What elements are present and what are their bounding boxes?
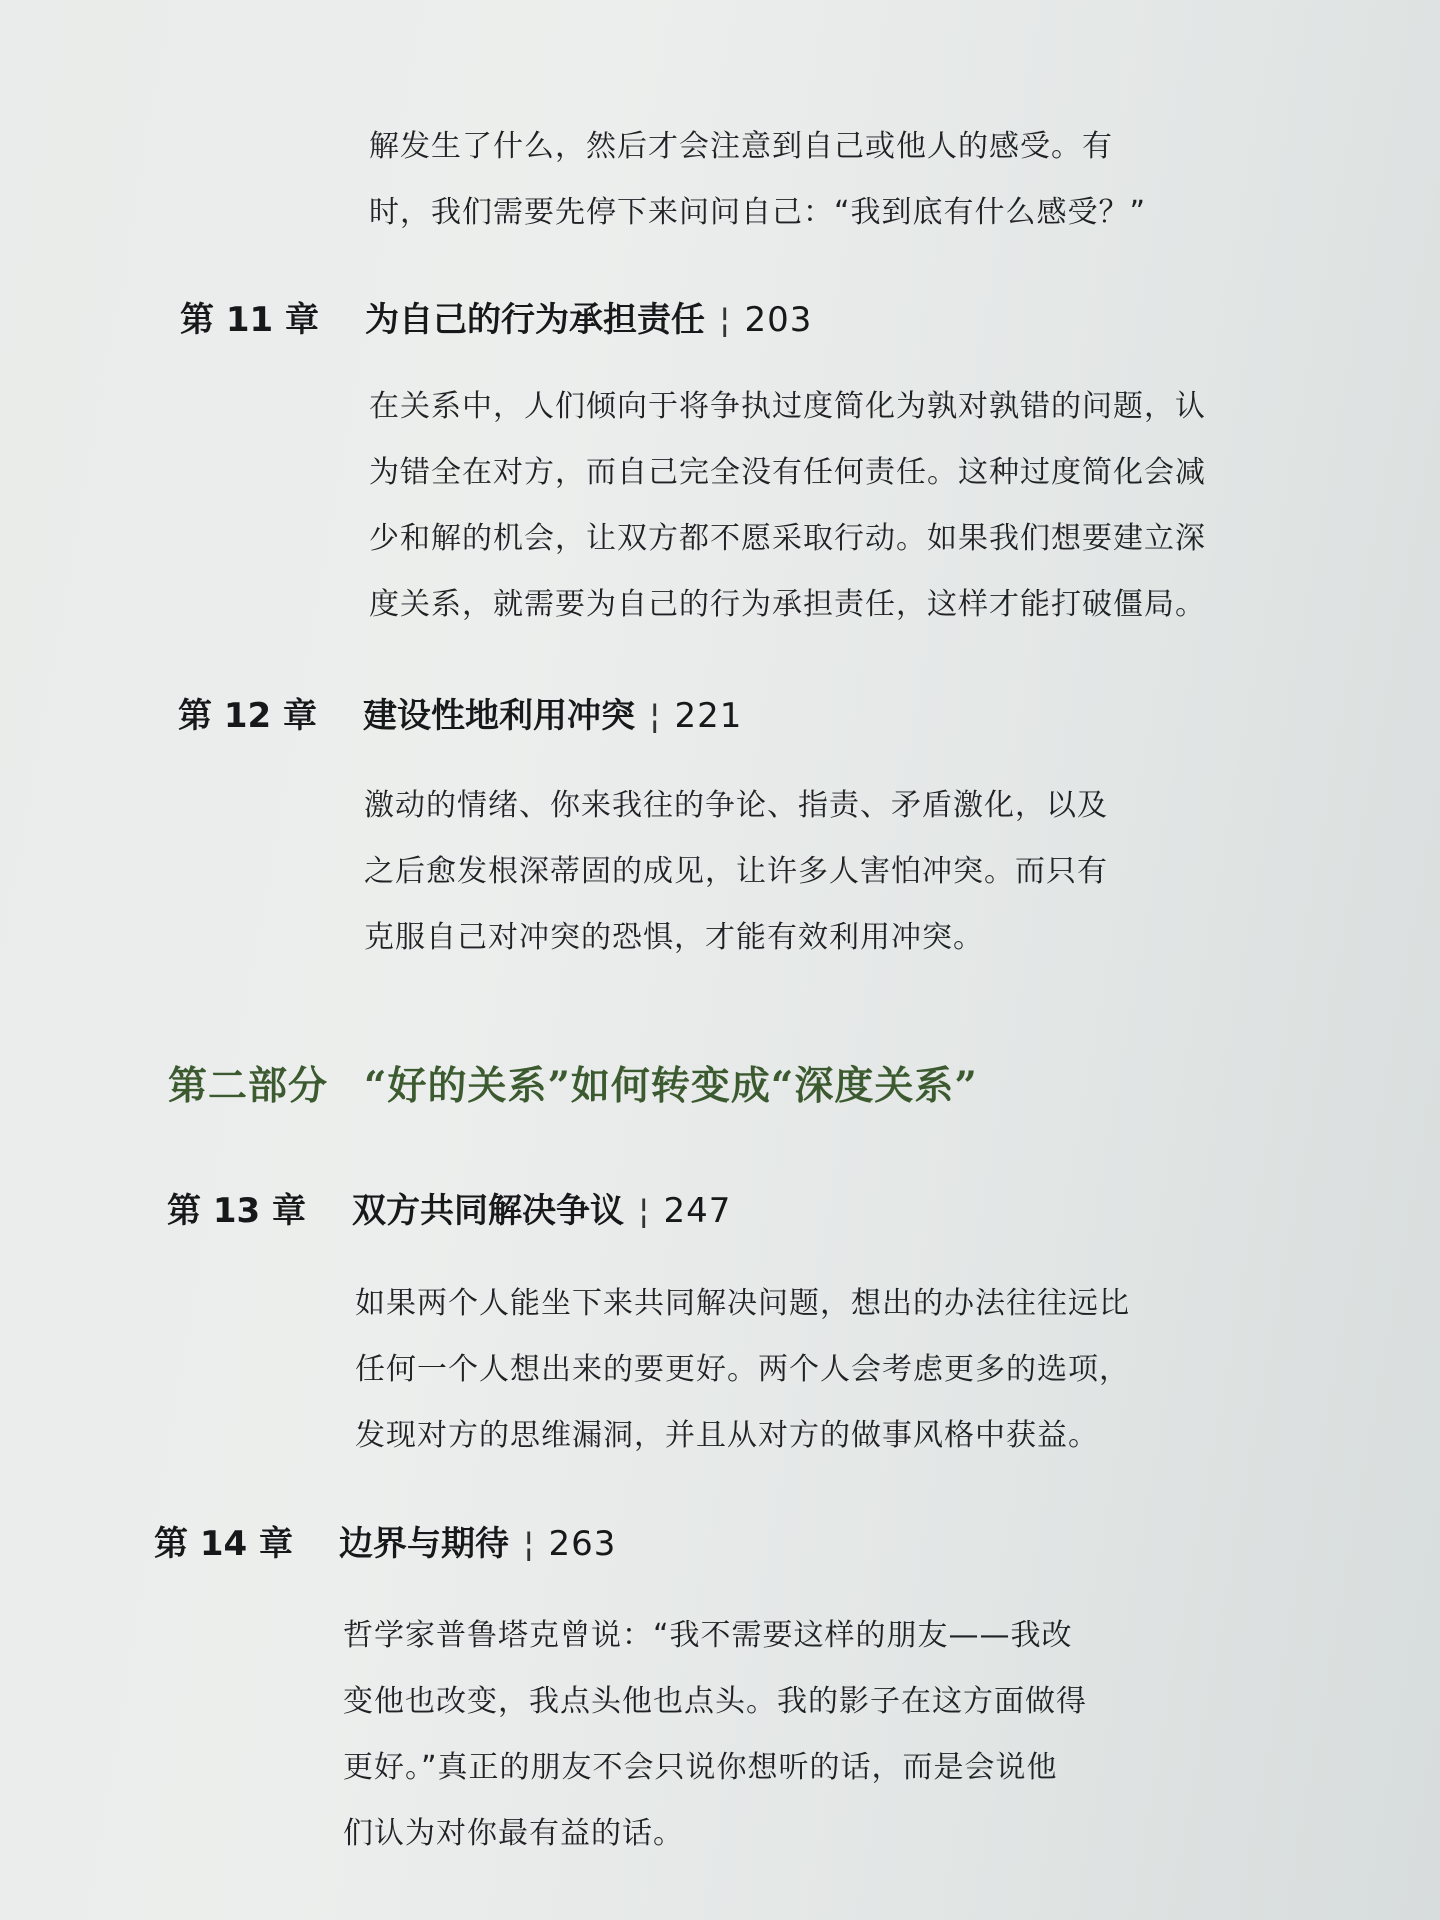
chapter-13-heading (167, 1187, 731, 1235)
chapter-number: 第 13 章 (167, 1191, 306, 1231)
chapter-12-summary (364, 773, 1108, 971)
summary-line: 任何一个人想出来的要更好。两个人会考虑更多的选项， (355, 1352, 1130, 1387)
chapter-number: 第 14 章 (154, 1524, 293, 1564)
chapter-14-heading (154, 1520, 616, 1568)
part-two-heading (168, 1058, 978, 1114)
summary-line: 克服自己对冲突的恐惧，才能有效利用冲突。 (364, 920, 984, 955)
intro-line: 解发生了什么，然后才会注意到自己或他人的感受。有 (369, 129, 1113, 164)
part-title: “好的关系”如何转变成“深度关系” (364, 1063, 978, 1109)
chapter-12-heading (178, 692, 742, 740)
summary-line: 变他也改变，我点头他也点头。我的影子在这方面做得 (343, 1684, 1087, 1719)
chapter-number: 第 11 章 (180, 300, 319, 340)
separator: ¦ (638, 1191, 650, 1231)
chapter-11-heading (180, 296, 812, 344)
intro-paragraph (369, 114, 1146, 246)
summary-line: 发现对方的思维漏洞，并且从对方的做事风格中获益。 (355, 1418, 1099, 1453)
summary-line: 少和解的机会，让双方都不愿采取行动。如果我们想要建立深 (369, 521, 1206, 556)
summary-line: 哲学家普鲁塔克曾说：“我不需要这样的朋友——我改 (343, 1618, 1073, 1653)
summary-line: 度关系，就需要为自己的行为承担责任，这样才能打破僵局。 (369, 587, 1206, 622)
chapter-page-number: 221 (674, 696, 743, 736)
summary-line: 更好。”真正的朋友不会只说你想听的话，而是会说他 (343, 1750, 1058, 1785)
chapter-page-number: 247 (663, 1191, 732, 1231)
separator: ¦ (719, 300, 731, 340)
summary-line: 之后愈发根深蒂固的成见，让许多人害怕冲突。而只有 (364, 854, 1108, 889)
chapter-page-number: 263 (548, 1524, 617, 1564)
chapter-number: 第 12 章 (178, 696, 317, 736)
chapter-13-summary (355, 1271, 1130, 1469)
separator: ¦ (649, 696, 661, 736)
chapter-11-summary (369, 374, 1206, 638)
intro-line: 时，我们需要先停下来问问自己：“我到底有什么感受？” (369, 195, 1147, 230)
summary-line: 如果两个人能坐下来共同解决问题，想出的办法往往远比 (355, 1286, 1130, 1321)
summary-line: 在关系中，人们倾向于将争执过度简化为孰对孰错的问题，认 (369, 389, 1206, 424)
summary-line: 们认为对你最有益的话。 (343, 1816, 684, 1851)
chapter-title: 为自己的行为承担责任 (365, 300, 705, 340)
separator: ¦ (523, 1524, 535, 1564)
chapter-title: 建设性地利用冲突 (363, 696, 635, 736)
chapter-title: 双方共同解决争议 (352, 1191, 624, 1231)
chapter-title: 边界与期待 (339, 1524, 509, 1564)
chapter-14-summary (343, 1603, 1087, 1867)
summary-line: 激动的情绪、你来我往的争论、指责、矛盾激化，以及 (364, 788, 1108, 823)
chapter-page-number: 203 (744, 300, 813, 340)
part-label: 第二部分 (168, 1063, 329, 1109)
summary-line: 为错全在对方，而自己完全没有任何责任。这种过度简化会减 (369, 455, 1206, 490)
